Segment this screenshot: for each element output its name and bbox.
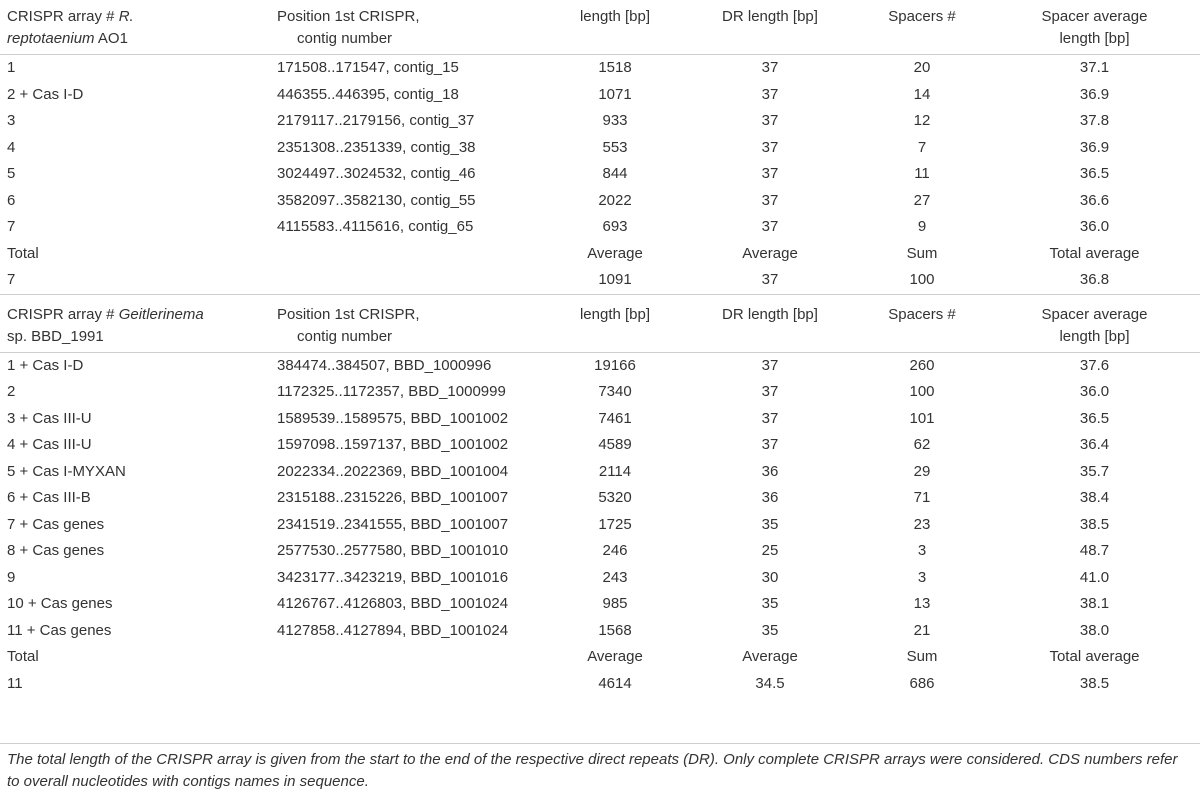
table-row — [0, 432, 1200, 459]
header-spacer-average — [989, 0, 1200, 55]
header-crispr-array-line1: CRISPR array # — [7, 8, 115, 25]
table-row — [0, 82, 1200, 109]
cell-spacers: 11 — [914, 165, 930, 182]
cell-length: Average — [587, 244, 643, 262]
cell-length: 243 — [602, 568, 628, 586]
header-spacers: Spacers # — [855, 294, 989, 352]
cell-spacers: Sum — [906, 244, 938, 262]
cell-dr-length: 37 — [685, 352, 855, 379]
cell-spacer-average: 36.5 — [1079, 409, 1110, 427]
cell-position — [227, 644, 545, 671]
section-header-row — [0, 0, 1200, 55]
cell-dr-length: 37 — [761, 436, 779, 453]
cell-spacers: 101 — [909, 409, 935, 427]
cell-spacers: 62 — [913, 436, 931, 453]
section-header-row — [0, 294, 1200, 352]
cell-dr-length: 37 — [761, 271, 779, 288]
cell-array: 7 — [7, 218, 16, 235]
table-row — [0, 352, 1200, 379]
cell-position: 384474..384507, BBD_1000996 — [227, 352, 545, 379]
summary-value-row — [0, 267, 1200, 294]
cell-dr-length: 37 — [761, 112, 779, 129]
cell-position — [227, 267, 545, 294]
cell-length: 4614 — [598, 674, 632, 692]
header-crispr-array-line1: CRISPR array # — [7, 305, 115, 323]
cell-position — [227, 241, 545, 268]
cell-spacer-average: 38.5 — [1079, 515, 1110, 533]
cell-position: 446355..446395, contig_18 — [277, 85, 459, 103]
cell-position: 2341519..2341555, BBD_1001007 — [277, 515, 509, 533]
cell-position: 4126767..4126803, BBD_1001024 — [277, 595, 509, 612]
cell-spacers: 260 — [855, 352, 989, 379]
cell-dr-length: 35 — [761, 515, 779, 533]
cell-spacers: 100 — [909, 383, 935, 400]
cell-spacer-average: 38.1 — [1079, 595, 1110, 612]
header-spacer-average-line2: length [bp] — [1059, 30, 1130, 47]
header-spacer-average-line1: Spacer average — [1041, 8, 1148, 25]
cell-position: 2577530..2577580, BBD_1001010 — [277, 542, 509, 559]
header-length: length [bp] — [579, 8, 651, 25]
cell-spacer-average: 35.7 — [1079, 462, 1110, 480]
header-crispr-array — [0, 0, 227, 55]
cell-dr-length: 37 — [761, 165, 779, 182]
cell-spacers: 13 — [913, 595, 931, 612]
cell-position: 171508..171547, contig_15 — [227, 55, 545, 82]
header-dr-length: DR length [bp] — [685, 294, 855, 352]
cell-spacers: 7 — [917, 138, 927, 156]
header-crispr-array — [0, 294, 227, 352]
cell-array: 10 + Cas genes — [7, 595, 113, 612]
cell-array: 4 — [7, 138, 16, 156]
table-row — [0, 55, 1200, 82]
cell-spacer-average: 36.6 — [1079, 191, 1110, 209]
cell-spacer-average: 37.6 — [989, 352, 1200, 379]
cell-dr-length: 35 — [761, 595, 779, 612]
cell-array: 8 + Cas genes — [7, 542, 105, 559]
cell-length: 2114 — [598, 462, 632, 480]
cell-array: 5 + Cas I-MYXAN — [7, 462, 126, 480]
cell-array: 7 + Cas genes — [7, 515, 105, 533]
cell-spacer-average: 37.1 — [989, 55, 1200, 82]
table-row — [0, 135, 1200, 162]
cell-spacers: 14 — [913, 85, 931, 103]
header-spacers: Spacers # — [888, 8, 956, 25]
cell-spacers: Sum — [906, 648, 938, 665]
cell-dr-length: 34.5 — [755, 674, 785, 692]
table-row — [0, 161, 1200, 188]
cell-array: 11 — [7, 674, 23, 692]
cell-position: 1597098..1597137, BBD_1001002 — [277, 436, 509, 453]
cell-position — [227, 671, 545, 698]
cell-position: 1589539..1589575, BBD_1001002 — [277, 409, 509, 427]
cell-dr-length: Average — [742, 648, 798, 665]
cell-length: 844 — [602, 165, 628, 182]
cell-spacer-average: 36.4 — [1079, 436, 1110, 453]
cell-length: 693 — [602, 218, 628, 235]
header-spacer-average — [989, 294, 1200, 352]
cell-array: 2 — [7, 383, 16, 400]
summary-label-row — [0, 241, 1200, 268]
cell-array: 1 — [0, 55, 227, 82]
table-row — [0, 565, 1200, 592]
cell-length: 553 — [602, 138, 628, 156]
cell-length: 5320 — [598, 489, 632, 506]
cell-array: 2 + Cas I-D — [7, 85, 84, 103]
cell-dr-length: 37 — [685, 55, 855, 82]
table-row — [0, 188, 1200, 215]
header-species-suffix: sp. BBD_1991 — [7, 327, 104, 345]
summary-value-row — [0, 671, 1200, 698]
cell-length: 1091 — [598, 271, 632, 288]
cell-length: 1071 — [598, 85, 632, 103]
table-row — [0, 485, 1200, 512]
cell-length: 1568 — [598, 621, 632, 639]
table-footnote: The total length of the CRISPR array is given from the start to the end of the respective direct repeats (DR). Only complete CRISPR arrays were considered. CDS numbers refer to overall nucleotides with contigs names in sequence. — [7, 751, 1178, 790]
header-position-line1: Position 1st CRISPR, — [277, 8, 420, 25]
cell-position: 3582097..3582130, contig_55 — [277, 191, 476, 209]
summary-label-row — [0, 644, 1200, 671]
table-row — [0, 108, 1200, 135]
cell-spacer-average: 36.0 — [1079, 218, 1110, 235]
cell-length: 1725 — [598, 515, 632, 533]
cell-length: 246 — [602, 542, 628, 559]
cell-position: 2315188..2315226, BBD_1001007 — [277, 489, 509, 506]
cell-spacer-average: 36.5 — [1079, 165, 1110, 182]
table-row — [0, 379, 1200, 406]
cell-spacers: 20 — [855, 55, 989, 82]
header-length: length [bp] — [545, 294, 685, 352]
cell-spacers: 3 — [917, 542, 927, 559]
table-row — [0, 214, 1200, 241]
cell-length: 7461 — [598, 409, 632, 427]
cell-spacers: 29 — [913, 462, 931, 480]
cell-array: 11 + Cas genes — [7, 621, 112, 639]
cell-position: 2351308..2351339, contig_38 — [277, 138, 476, 156]
header-species-name: R. reptotaenium — [7, 8, 134, 47]
cell-spacer-average: 38.5 — [1079, 674, 1110, 692]
table-row — [0, 538, 1200, 565]
cell-array: Total — [7, 648, 39, 665]
cell-dr-length: 37 — [761, 138, 779, 156]
cell-dr-length: 36 — [761, 489, 779, 506]
table-row — [0, 618, 1200, 645]
cell-length: 7340 — [598, 383, 632, 400]
cell-spacer-average: 38.0 — [1079, 621, 1110, 639]
cell-dr-length: 37 — [761, 383, 779, 400]
cell-array: Total — [7, 244, 39, 262]
cell-spacers: 686 — [909, 674, 935, 692]
footnote-divider — [0, 743, 1200, 744]
cell-dr-length: 35 — [761, 621, 779, 639]
cell-length: 4589 — [598, 436, 632, 453]
cell-spacer-average: Total average — [1049, 244, 1140, 262]
cell-position: 1172325..1172357, BBD_1000999 — [277, 383, 506, 400]
cell-position: 3024497..3024532, contig_46 — [277, 165, 476, 182]
cell-spacers: 9 — [917, 218, 927, 235]
header-dr-length: DR length [bp] — [722, 8, 818, 25]
table-row — [0, 591, 1200, 618]
cell-spacer-average: Total average — [1049, 648, 1140, 665]
cell-spacer-average: 38.4 — [1079, 489, 1110, 506]
cell-spacer-average: 36.0 — [1079, 383, 1110, 400]
cell-dr-length: 36 — [761, 462, 779, 480]
cell-spacers: 21 — [913, 621, 931, 639]
header-position-line2: contig number — [297, 30, 393, 47]
cell-spacers: 3 — [917, 568, 927, 586]
cell-spacer-average: 41.0 — [1079, 568, 1110, 586]
header-species-name: Geitlerinema — [118, 305, 204, 323]
table-row — [0, 406, 1200, 433]
cell-array: 4 + Cas III-U — [7, 436, 92, 453]
table-row — [0, 512, 1200, 539]
cell-spacers: 23 — [913, 515, 931, 533]
cell-spacer-average: 36.9 — [1079, 85, 1110, 103]
cell-spacer-average: 48.7 — [1079, 542, 1110, 559]
cell-position: 2022334..2022369, BBD_1001004 — [277, 462, 509, 480]
header-position-line1: Position 1st CRISPR, — [277, 305, 420, 323]
header-position-line2: contig number — [297, 327, 393, 345]
cell-dr-length: Average — [742, 244, 798, 262]
header-position — [227, 294, 545, 352]
cell-position: 2179117..2179156, contig_37 — [277, 112, 475, 129]
cell-spacers: 100 — [909, 271, 935, 288]
header-spacer-average-line1: Spacer average — [1041, 305, 1148, 323]
cell-length: 1518 — [545, 55, 685, 82]
cell-spacers: 12 — [913, 112, 931, 129]
cell-spacer-average: 36.9 — [1079, 138, 1110, 156]
cell-dr-length: 37 — [761, 218, 779, 235]
cell-dr-length: 30 — [761, 568, 779, 586]
cell-position: 3423177..3423219, BBD_1001016 — [277, 568, 509, 586]
cell-spacers: 71 — [913, 489, 931, 506]
cell-spacer-average: 37.8 — [1079, 112, 1110, 129]
cell-dr-length: 25 — [761, 542, 779, 559]
cell-dr-length: 37 — [761, 85, 779, 103]
header-position — [227, 0, 545, 55]
cell-length: 985 — [602, 595, 628, 612]
header-spacer-average-line2: length [bp] — [1059, 327, 1130, 345]
cell-array: 9 — [7, 568, 16, 586]
cell-array: 3 — [7, 112, 16, 129]
cell-array: 1 + Cas I-D — [0, 352, 227, 379]
cell-array: 6 — [7, 191, 16, 209]
cell-length: Average — [587, 648, 643, 665]
cell-position: 4115583..4115616, contig_65 — [277, 218, 474, 235]
cell-dr-length: 37 — [761, 191, 779, 209]
cell-array: 6 + Cas III-B — [7, 489, 91, 506]
cell-array: 7 — [7, 271, 16, 288]
cell-position: 4127858..4127894, BBD_1001024 — [277, 621, 509, 639]
cell-length: 933 — [602, 112, 628, 129]
cell-spacers: 27 — [913, 191, 931, 209]
cell-spacer-average: 36.8 — [1079, 271, 1110, 288]
table-row — [0, 459, 1200, 486]
cell-array: 5 — [7, 165, 16, 182]
cell-dr-length: 37 — [761, 409, 779, 427]
header-species-suffix: AO1 — [97, 30, 128, 47]
cell-length: 2022 — [598, 191, 632, 209]
cell-array: 3 + Cas III-U — [7, 409, 92, 427]
cell-length: 19166 — [545, 352, 685, 379]
